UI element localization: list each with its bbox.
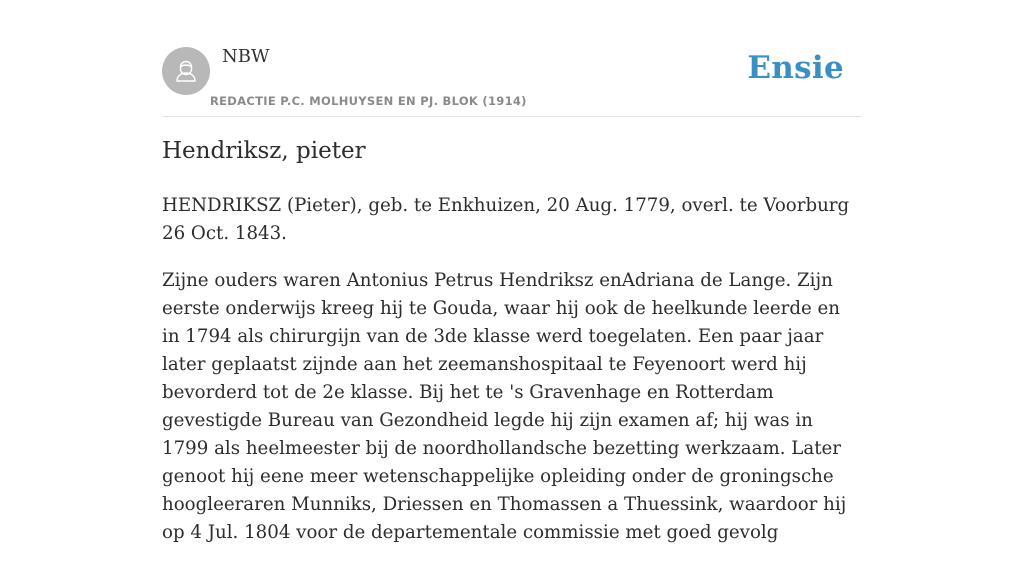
user-icon: [162, 47, 210, 95]
article-body: [162, 192, 862, 566]
author-name[interactable]: NBW: [222, 46, 270, 67]
article-paragraph: Zijne ouders waren Antonius Petrus Hendriksz enAdriana de Lange. Zijn eerste onderwijs kreeg hij te Gouda, waar hij ook de heelkunde leerde en in 1794 als chirurgijn van de 3de klasse werd toegelaten. Een paar jaar later geplaatst zijnde aan het zeemanshospitaal te Feyenoort werd hij bevorderd tot de 2e klasse. Bij het te 's Gravenhage en Rotterdam gevestigde Bureau van Gezondheid legde hij zijn examen af; hij was in 1799 als heelmeester bij de noordhollandsche bezetting werkzaam. Later genoot hij eene meer wetenschappelijke opleiding onder de groningsche hoogleeraren Munniks, Driessen en Thomassen a Thuessink, waardoor hij op 4 Jul. 1804 voor de departementale commissie met goed gevolg: [162, 270, 847, 543]
avatar[interactable]: [162, 47, 210, 95]
article-title: Hendriksz, pieter: [162, 138, 366, 164]
brand-logo[interactable]: Ensie: [747, 50, 844, 86]
article-header: [162, 0, 862, 117]
article-paragraph: HENDRIKSZ (Pieter), geb. te Enkhuizen, 20 Aug. 1779, overl. te Voorburg 26 Oct. 1843.: [162, 195, 850, 244]
source-label: REDACTIE P.C. MOLHUYSEN EN PJ. BLOK (1914): [210, 94, 527, 108]
